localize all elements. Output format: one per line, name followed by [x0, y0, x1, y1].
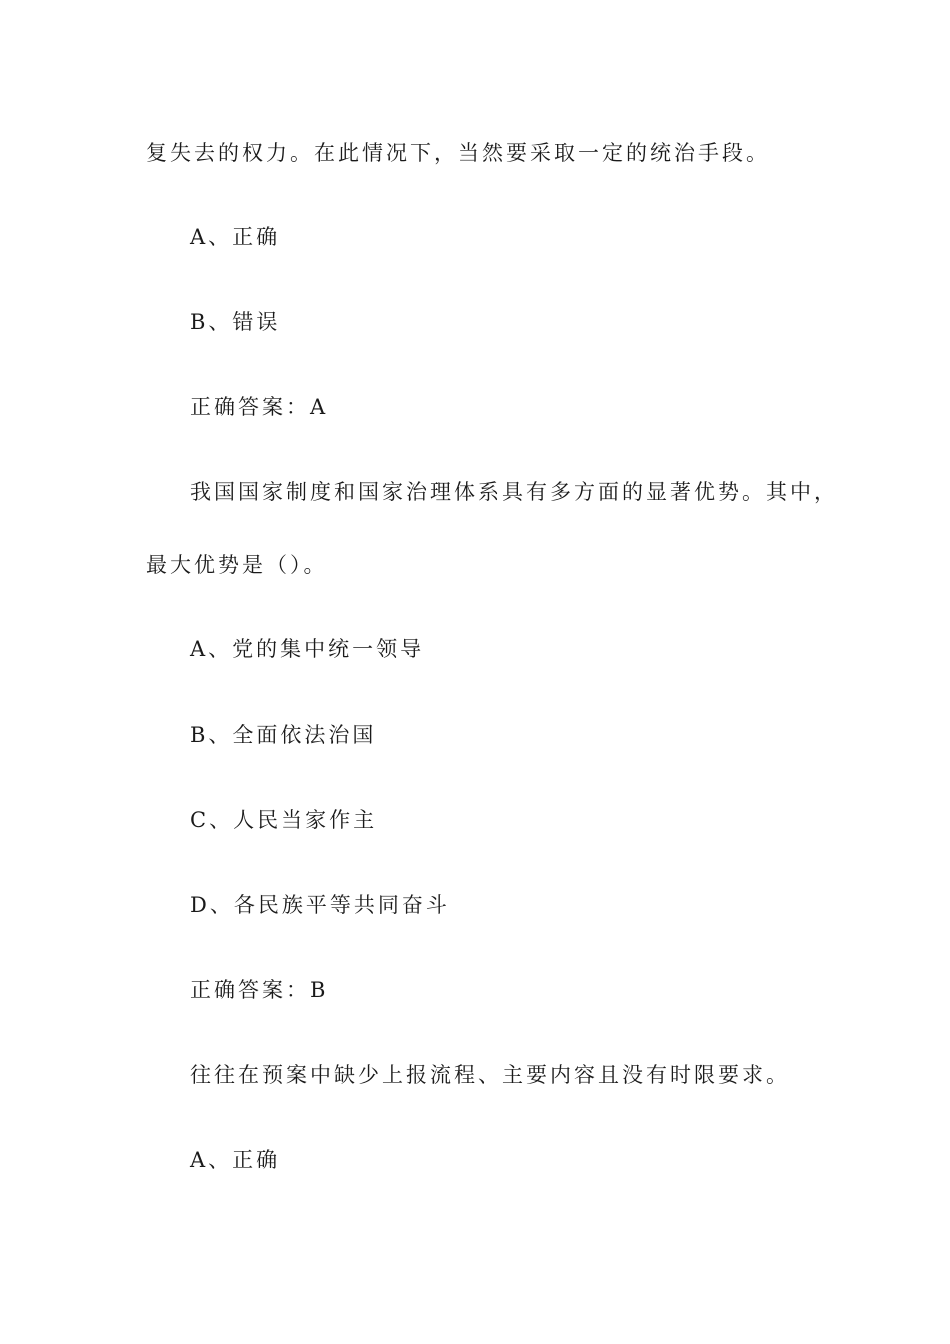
option-a: A、党的集中统一领导 — [190, 637, 425, 661]
option-b: B、错误 — [190, 310, 281, 334]
option-d: D、各民族平等共同奋斗 — [190, 893, 450, 917]
correct-answer: 正确答案：A — [190, 395, 329, 419]
option-b: B、全面依法治国 — [190, 723, 377, 747]
option-a: A、正确 — [190, 225, 281, 249]
question-text-continued: 最大优势是（）。 — [146, 553, 328, 577]
option-a: A、正确 — [190, 1148, 281, 1172]
correct-answer: 正确答案：B — [190, 978, 329, 1002]
option-c: C、人民当家作主 — [190, 808, 378, 832]
question-text: 往往在预案中缺少上报流程、主要内容且没有时限要求。 — [190, 1063, 790, 1087]
continued-question-text: 复失去的权力。在此情况下，当然要采取一定的统治手段。 — [146, 141, 770, 165]
question-text: 我国国家制度和国家治理体系具有多方面的显著优势。其中， — [190, 480, 838, 504]
